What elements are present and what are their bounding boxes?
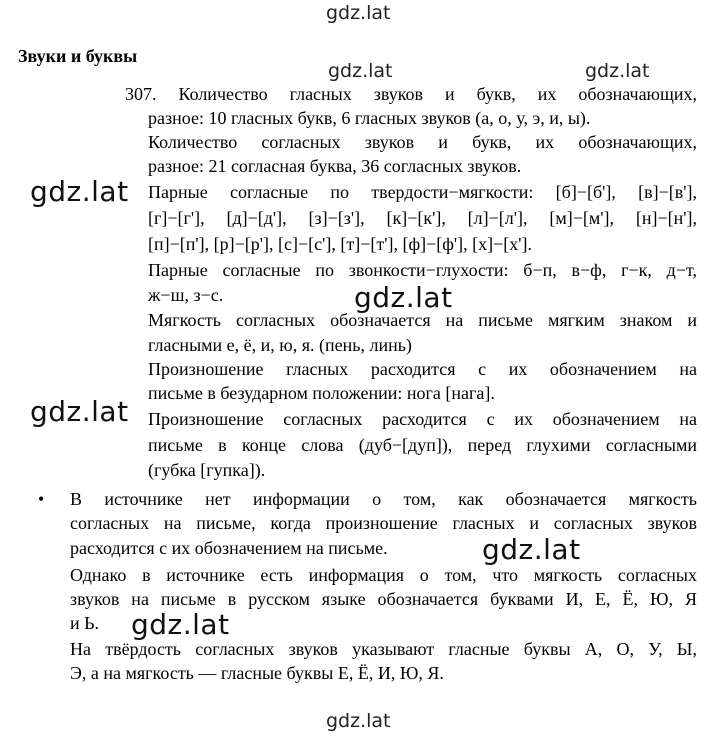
exercise-line: Парные согласные по твердости−мягкости: [б]−[б'], [в]−[в'], [148,182,697,202]
exercise-line: Количество согласных звуков и букв, их обозначающих, [148,132,697,152]
exercise-line: Парные согласные по звонкости−глухости: б−п, в−ф, г−к, д−т, [148,260,697,280]
watermark-bottom: gdz.lat [326,710,391,732]
answer-line: расходится с их обозначением на письме. [70,538,388,558]
exercise-line: 307. Количество гласных звуков и букв, их обозначающих, [125,84,697,104]
answer-line: звуков на письме в русском языке обозначается буквами И, Е, Ё, Ю, Я [70,589,697,609]
exercise-line: Произношение гласных расходится с их обозначением на [148,359,697,379]
exercise-line: разное: 10 гласных букв, 6 гласных звуков (а, о, у, э, и, ы). [148,108,591,128]
exercise-line: письме в конце слова (дуб−[дуп]), перед глухими согласными [148,435,697,455]
exercise-line: ж−ш, з−с. [148,285,224,305]
exercise-line: гласными е, ё, и, ю, я. (пень, линь) [148,335,412,355]
answer-line: согласных на письме, когда произношение гласных и согласных звуков [70,513,697,533]
watermark-big: gdz.lat [482,533,581,566]
answer-line: В источнике нет информации о том, как обозначается мягкость [70,489,697,509]
section-title: Звуки и буквы [18,46,138,66]
exercise-line: (губка [гупка]). [148,460,266,480]
answer-line: Э, а на мягкость — гласные буквы Е, Ё, И, Ю, Я. [70,663,444,683]
watermark-big: gdz.lat [354,281,453,314]
exercise-line: Мягкость согласных обозначается на письме мягким знаком и [148,310,697,330]
watermark-big: gdz.lat [131,608,230,641]
exercise-line: [п]−[п'], [р]−[р'], [с]−[с'], [т]−[т'], [ф]−[ф'], [х]−[х']. [148,234,533,254]
answer-line: и Ь. [70,613,99,633]
watermark-row2-left: gdz.lat [328,60,393,82]
watermark-top: gdz.lat [326,2,391,24]
watermark-row2-right: gdz.lat [585,60,650,82]
answer-line: На твёрдость согласных звуков указывают гласные буквы А, О, У, Ы, [70,639,697,659]
watermark-big: gdz.lat [30,175,129,208]
bullet-marker: • [38,489,45,509]
watermark-big: gdz.lat [30,395,129,428]
exercise-line: письме в безударном положении: нога [нага]. [148,383,495,403]
exercise-line: разное: 21 согласная буква, 36 согласных звуков. [148,156,522,176]
exercise-line: Произношение согласных расходится с их обозначением на [148,409,697,429]
answer-line: Однако в источнике есть информация о том, что мягкость согласных [70,565,697,585]
exercise-line: [г]−[г'], [д]−[д'], [з]−[з'], [к]−[к'], [л]−[л'], [м]−[м'], [н]−[н'], [148,208,697,228]
